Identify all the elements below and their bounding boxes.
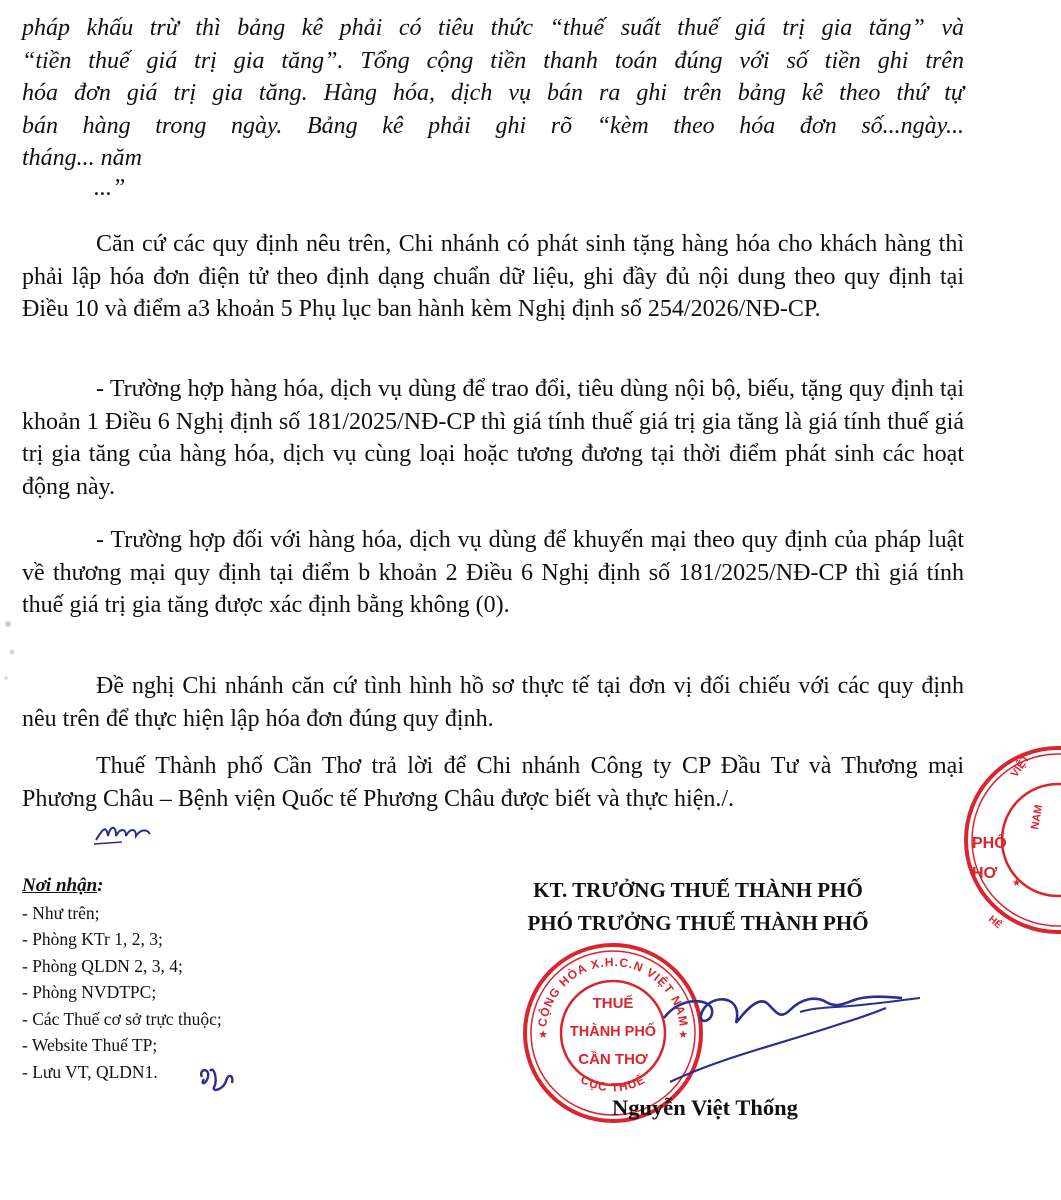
stamp-ring-bottom-text: CỤC THUẾ <box>578 1072 648 1095</box>
quote-line: hóa đơn giá trị gia tăng. Hàng hóa, dịch vụ bán ra ghi trên bảng kê theo thứ tự <box>22 80 964 106</box>
seal-fragment: HƠ <box>972 865 998 882</box>
signature-block <box>470 874 926 940</box>
filing-initials <box>196 1063 240 1097</box>
recipient-item: - Website Thuế TP; <box>22 1035 158 1055</box>
stamp-center-line: CẦN THƠ <box>578 1051 648 1068</box>
recipient-item: - Phòng KTr 1, 2, 3; <box>22 929 163 949</box>
quote-paragraph <box>22 12 964 201</box>
scan-artifact <box>0 612 22 692</box>
recipient-item: - Các Thuế cơ sở trực thuộc; <box>22 1008 222 1029</box>
quote-line: bán hàng trong ngày. Bảng kê phải ghi rõ “kèm theo hóa đơn số...ngày... <box>22 112 964 139</box>
official-signature <box>640 978 940 1088</box>
seal-fragment: VIỆT <box>1008 752 1033 780</box>
recipient-item: - Như trên; <box>22 902 100 923</box>
svg-text:★: ★ <box>678 1029 688 1041</box>
initials-signature <box>92 818 162 848</box>
svg-text:CỤC THUẾ <box>578 1071 647 1094</box>
body-paragraph-5: Thuế Thành phố Cần Thơ trả lời để Chi nhánh Công ty CP Đầu Tư và Thương mại Phương Châu – Bệnh viện Quốc tế Phương Châu được biết và thực hiện./. <box>22 753 964 812</box>
quote-line: pháp khấu trừ thì bảng kê phải có tiêu thức “thuế suất thuế giá trị gia tăng” và <box>22 15 964 41</box>
signer-name: Nguyễn Việt Thống <box>612 1095 798 1120</box>
seal-fragment: PHỐ <box>972 835 1007 852</box>
quote-line: ...” <box>94 174 126 201</box>
stamp-center-line: THÀNH PHỐ <box>569 1024 657 1040</box>
partial-page-seal <box>948 740 1061 940</box>
svg-text:★: ★ <box>538 1029 548 1041</box>
quote-line: tháng... năm <box>22 145 142 171</box>
recipient-item: - Phòng NVDTPC; <box>22 982 157 1002</box>
signature-authority-line: KT. TRƯỞNG THUẾ THÀNH PHỐ <box>533 878 863 902</box>
svg-text:★: ★ <box>1012 878 1021 889</box>
body-paragraph-4: Đề nghị Chi nhánh căn cứ tình hình hồ sơ thực tế tại đơn vị đối chiếu với các quy định nêu trên để thực hiện lập hóa đơn đúng quy định. <box>22 673 964 732</box>
stamp-center-line: THUẾ <box>592 995 634 1012</box>
recipients-heading: Nơi nhận: <box>22 875 104 896</box>
body-paragraph-2: - Trường hợp hàng hóa, dịch vụ dùng để trao đổi, tiêu dùng nội bộ, biếu, tặng quy định tại khoản 1 Điều 6 Nghị định số 181/2025/NĐ-CP thì giá tính thuế giá trị gia tăng là giá tính thuế giá trị gia tăng của hàng hóa, dịch vụ cùng loại hoặc tương đương tại thời điểm phát sinh các hoạt động này. <box>22 376 964 500</box>
quote-line: “tiền thuế giá trị gia tăng”. Tổng cộng tiền thanh toán đúng với số tiền ghi trên <box>22 47 964 74</box>
recipient-item: - Lưu VT, QLDN1. <box>22 1061 158 1082</box>
stamp-ring-top-text: CỘNG HÒA X.H.C.N VIỆT NAM <box>535 954 691 1028</box>
recipient-item: - Phòng QLDN 2, 3, 4; <box>22 955 183 976</box>
body-paragraph-1: Căn cứ các quy định nêu trên, Chi nhánh có phát sinh tặng hàng hóa cho khách hàng thì phải lập hóa đơn điện tử theo định dạng chuẩn dữ liệu, ghi đầy đủ nội dung theo quy định tại Điều 10 và điểm a3 khoản 5 Phụ lục ban hành kèm Nghị định số 254/2026/NĐ-CP. <box>22 231 964 322</box>
seal-fragment: HẾ <box>986 913 1004 932</box>
seal-fragment: NAM <box>1029 803 1046 831</box>
recipients-block <box>22 872 382 1085</box>
signature-position-line: PHÓ TRƯỞNG THUẾ THÀNH PHỐ <box>527 911 869 935</box>
body-paragraph-3: - Trường hợp đối với hàng hóa, dịch vụ dùng để khuyến mại theo quy định của pháp luật về thương mại quy định tại điểm b khoản 2 Điều 6 Nghị định số 181/2025/NĐ-CP thì giá tính thuế giá trị gia tăng được xác định bằng không (0). <box>22 527 964 618</box>
recipients-title: Nơi nhận <box>22 875 98 896</box>
